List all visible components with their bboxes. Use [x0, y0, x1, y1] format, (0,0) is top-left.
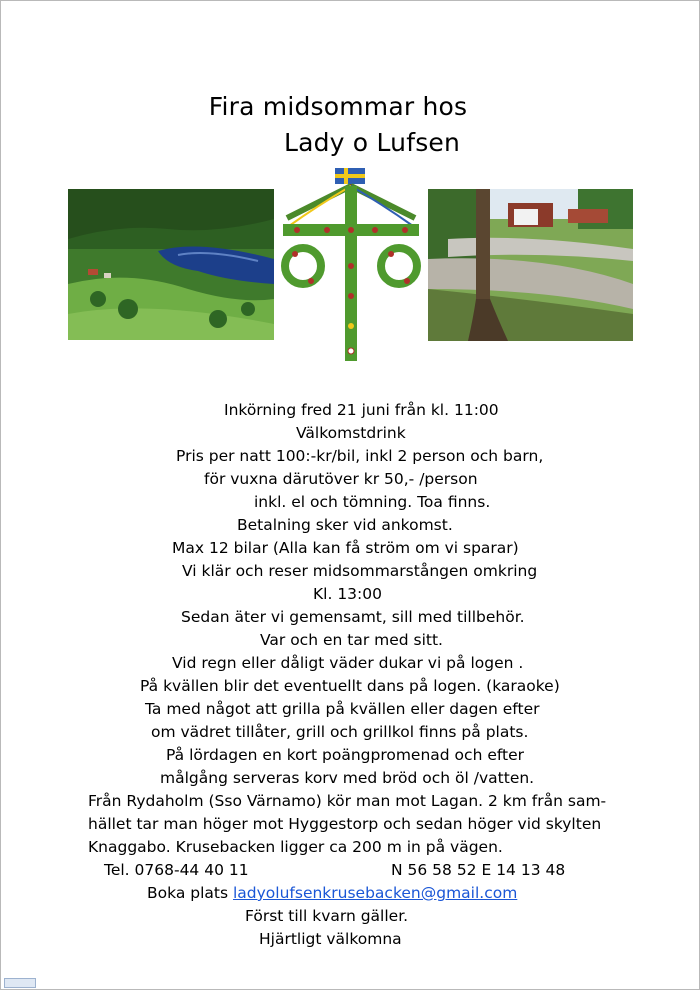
evening-dance: På kvällen blir det eventuellt dans på logen. (karaoke) — [140, 677, 560, 695]
title-line-1: Fira midsommar hos — [208, 92, 468, 121]
extra-adult-price: för vuxna därutöver kr 50,- /person — [204, 470, 478, 488]
campsite-road-photo — [428, 189, 633, 341]
pole-time: Kl. 13:00 — [313, 585, 382, 603]
phone-number: Tel. 0768-44 40 11 — [104, 861, 249, 879]
pole-raising: Vi klär och reser midsommarstången omkring — [182, 562, 538, 580]
warm-welcome: Hjärtligt välkomna — [259, 930, 402, 948]
welcome-drink: Välkomstdrink — [296, 424, 406, 442]
payment-info: Betalning sker vid ankomst. — [237, 516, 453, 534]
directions-3: Knaggabo. Krusebacken ligger ca 200 m in på vägen. — [88, 838, 503, 856]
booking-line — [147, 883, 517, 903]
booking-label: Boka plats — [147, 884, 229, 902]
directions-1: Från Rydaholm (Sso Värnamo) kör man mot Lagan. 2 km från sam- — [88, 792, 607, 810]
saturday-walk: På lördagen en kort poängpromenad och efter — [166, 746, 525, 764]
corner-badge-icon — [4, 978, 36, 988]
bring-own: Var och en tar med sitt. — [260, 631, 443, 649]
max-cars: Max 12 bilar (Alla kan få ström om vi sparar) — [172, 539, 519, 557]
arrival-time: Inkörning fred 21 juni från kl. 11:00 — [224, 401, 499, 419]
finish-food: målgång serveras korv med bröd och öl /vatten. — [160, 769, 535, 787]
midsummer-pole-illustration — [277, 166, 425, 366]
first-come: Först till kvarn gäller. — [245, 907, 409, 925]
lake-landscape-photo — [68, 189, 274, 340]
email-link[interactable]: ladyolufsenkrusebacken@gmail.com — [232, 884, 518, 902]
gps-coordinates: N 56 58 52 E 14 13 48 — [391, 861, 566, 879]
grill-weather: om vädret tillåter, grill och grillkol finns på plats. — [151, 723, 529, 741]
directions-2: hället tar man höger mot Hyggestorp och sedan höger vid skylten — [88, 815, 602, 833]
price-line: Pris per natt 100:-kr/bil, inkl 2 person och barn, — [176, 447, 544, 465]
grill-info: Ta med något att grilla på kvällen eller dagen efter — [145, 700, 540, 718]
dinner-info: Sedan äter vi gemensamt, sill med tillbehör. — [181, 608, 525, 626]
title-line-2: Lady o Lufsen — [283, 128, 461, 157]
included-services: inkl. el och tömning. Toa finns. — [254, 493, 491, 511]
rain-plan: Vid regn eller dåligt väder dukar vi på logen . — [172, 654, 524, 672]
